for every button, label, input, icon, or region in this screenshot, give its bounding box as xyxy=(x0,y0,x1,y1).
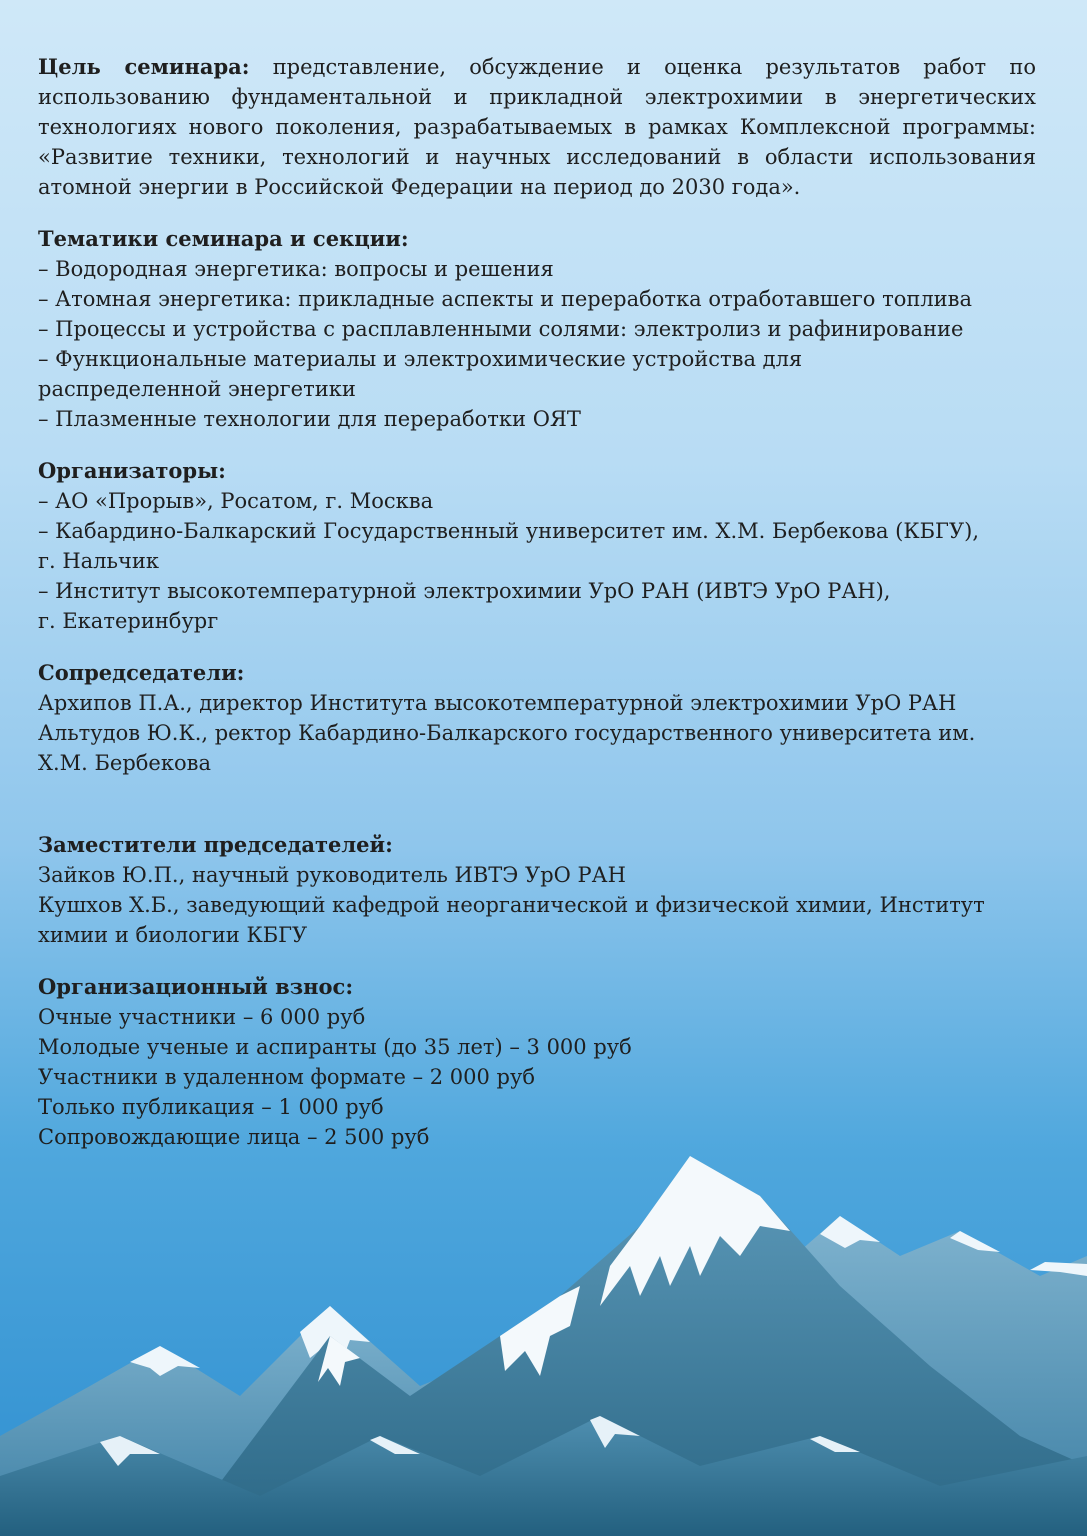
list-item: – Институт высокотемпературной электрохимии УрО РАН (ИВТЭ УрО РАН), xyxy=(38,579,891,603)
topics-section xyxy=(38,224,1036,434)
fee-heading: Организационный взнос: xyxy=(38,974,354,999)
deputies-heading: Заместители председателей: xyxy=(38,832,393,857)
section-spacer xyxy=(38,800,1036,830)
list-item: г. Екатеринбург xyxy=(38,609,219,633)
deputies-section xyxy=(38,830,1036,950)
list-item: Х.М. Бербекова xyxy=(38,751,211,775)
goal-paragraph xyxy=(38,52,1036,202)
list-item: Архипов П.А., директор Института высокотемпературной электрохимии УрО РАН xyxy=(38,691,957,715)
goal-text: представление, обсуждение и оценка результатов работ по использованию фундаментальной и прикладной электрохимии в энергетических технологиях нового поколения, разрабатываемых в рамках Комплексной программы: «Развитие техники, технологий и научных исследований в области использования атомной энергии в Российской Федерации на период до 2030 года». xyxy=(38,55,1036,199)
mountains-illustration xyxy=(0,1136,1087,1536)
list-item: Участники в удаленном формате – 2 000 руб xyxy=(38,1065,535,1089)
list-item: – Функциональные материалы и электрохимические устройства для xyxy=(38,347,803,371)
cochairs-heading: Сопредседатели: xyxy=(38,660,245,685)
goal-label: Цель семинара: xyxy=(38,54,250,79)
list-item: – Водородная энергетика: вопросы и решения xyxy=(38,257,554,281)
list-item: г. Нальчик xyxy=(38,549,159,573)
document-body xyxy=(38,52,1036,1174)
list-item: Кушхов Х.Б., заведующий кафедрой неорганической и физической химии, Институт xyxy=(38,893,985,917)
list-item: – Кабардино-Балкарский Государственный университет им. Х.М. Бербекова (КБГУ), xyxy=(38,519,980,543)
list-item: распределенной энергетики xyxy=(38,377,356,401)
list-item: – Атомная энергетика: прикладные аспекты и переработка отработавшего топлива xyxy=(38,287,973,311)
list-item: Только публикация – 1 000 руб xyxy=(38,1095,384,1119)
topics-heading: Тематики семинара и секции: xyxy=(38,226,409,251)
list-item: Альтудов Ю.К., ректор Кабардино-Балкарского государственного университета им. xyxy=(38,721,976,745)
list-item: Очные участники – 6 000 руб xyxy=(38,1005,366,1029)
list-item: – АО «Прорыв», Росатом, г. Москва xyxy=(38,489,434,513)
list-item: Молодые ученые и аспиранты (до 35 лет) – 3 000 руб xyxy=(38,1035,632,1059)
organizers-heading: Организаторы: xyxy=(38,458,226,483)
organizers-section xyxy=(38,456,1036,636)
cochairs-section xyxy=(38,658,1036,778)
list-item: Зайков Ю.П., научный руководитель ИВТЭ УрО РАН xyxy=(38,863,626,887)
list-item: Сопровождающие лица – 2 500 руб xyxy=(38,1125,430,1149)
list-item: – Процессы и устройства с расплавленными солями: электролиз и рафинирование xyxy=(38,317,964,341)
list-item: – Плазменные технологии для переработки ОЯТ xyxy=(38,407,581,431)
fee-section xyxy=(38,972,1036,1152)
list-item: химии и биологии КБГУ xyxy=(38,923,308,947)
